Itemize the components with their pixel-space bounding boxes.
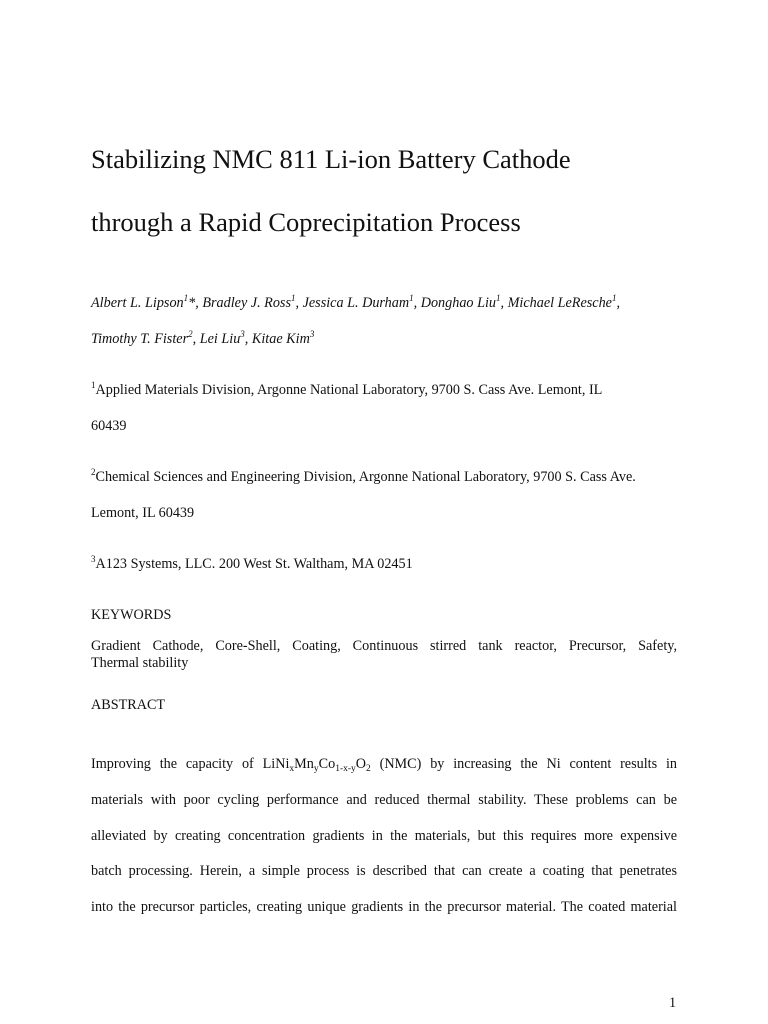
author-name: Bradley J. Ross <box>202 295 291 311</box>
affiliation-2 <box>91 467 691 485</box>
formula-subscript: 2 <box>366 764 371 774</box>
author-name: Michael LeResche <box>507 295 612 311</box>
author-separator: , <box>500 295 508 311</box>
affiliation-2-continued: Lemont, IL 60439 <box>91 505 195 521</box>
author-separator: , <box>192 331 200 347</box>
affiliation-1-continued: 60439 <box>91 418 127 434</box>
formula-subscript: x <box>289 764 295 774</box>
affiliation-mark: 1 <box>91 380 96 390</box>
author-name: Timothy T. Fister <box>91 331 189 347</box>
abstract-text: (NMC) by increasing the Ni content results in <box>370 756 677 772</box>
abstract-line-1 <box>91 756 677 774</box>
author-name: Donghao Liu <box>420 295 496 311</box>
author-separator: , <box>244 331 252 347</box>
author-name: Albert L. Lipson <box>91 295 184 311</box>
affiliation-text: Chemical Sciences and Engineering Division, Argonne National Laboratory, 9700 S. Cass Ave. <box>95 469 636 485</box>
abstract-line-4: batch processing. Herein, a simple process is described that can create a coating that penetrates <box>91 863 677 879</box>
author-separator: *, <box>188 295 203 311</box>
formula-subscript: y <box>313 764 319 774</box>
author-affiliation-mark: 2 <box>188 329 193 339</box>
author-name: Jessica L. Durham <box>302 295 410 311</box>
page-number: 1 <box>669 995 677 1011</box>
title-line-1: Stabilizing NMC 811 Li-ion Battery Cathode <box>91 144 571 174</box>
keywords-list <box>91 638 677 672</box>
abstract-line-2: materials with poor cycling performance and reduced thermal stability. These problems can be <box>91 792 677 808</box>
author-list-line-2 <box>91 329 691 347</box>
formula-subscript: 1-x-y <box>335 764 356 774</box>
author-affiliation-mark: 1 <box>409 293 414 303</box>
author-affiliation-mark: 3 <box>309 329 315 339</box>
formula-text: Co <box>318 756 336 772</box>
author-affiliation-mark: 1 <box>611 293 617 303</box>
author-name: Kitae Kim <box>251 331 310 347</box>
author-affiliation-mark: 1 <box>290 293 296 303</box>
author-separator: , <box>616 295 621 311</box>
affiliation-text: Applied Materials Division, Argonne National Laboratory, 9700 S. Cass Ave. Lemont, IL <box>95 382 603 398</box>
author-affiliation-mark: 1 <box>183 293 189 303</box>
abstract-line-3: alleviated by creating concentration gradients in the materials, but this requires more expensive <box>91 828 677 844</box>
keywords-line-1: Gradient Cathode, Core-Shell, Coating, Continuous stirred tank reactor, Precursor, Safety, <box>91 638 677 654</box>
affiliation-mark: 2 <box>91 467 96 477</box>
author-affiliation-mark: 1 <box>496 293 501 303</box>
author-list-line-1 <box>91 293 691 311</box>
affiliation-3 <box>91 554 691 572</box>
keywords-heading: KEYWORDS <box>91 607 172 623</box>
affiliation-1 <box>91 380 691 398</box>
author-separator: , <box>295 295 303 311</box>
title-line-2: through a Rapid Coprecipitation Process <box>91 207 521 237</box>
affiliation-mark: 3 <box>91 554 96 564</box>
author-name: Lei Liu <box>199 331 241 347</box>
author-affiliation-mark: 3 <box>240 329 245 339</box>
abstract-text: Improving the capacity of LiNi <box>91 756 290 772</box>
abstract-heading: ABSTRACT <box>91 697 166 713</box>
abstract-line-5: into the precursor particles, creating unique gradients in the precursor material. The coated material <box>91 899 677 915</box>
formula-text: O <box>355 756 367 772</box>
formula-text: Mn <box>294 756 314 772</box>
author-separator: , <box>413 295 421 311</box>
affiliation-text: A123 Systems, LLC. 200 West St. Waltham, MA 02451 <box>95 556 413 572</box>
keywords-line-2: Thermal stability <box>91 655 189 671</box>
